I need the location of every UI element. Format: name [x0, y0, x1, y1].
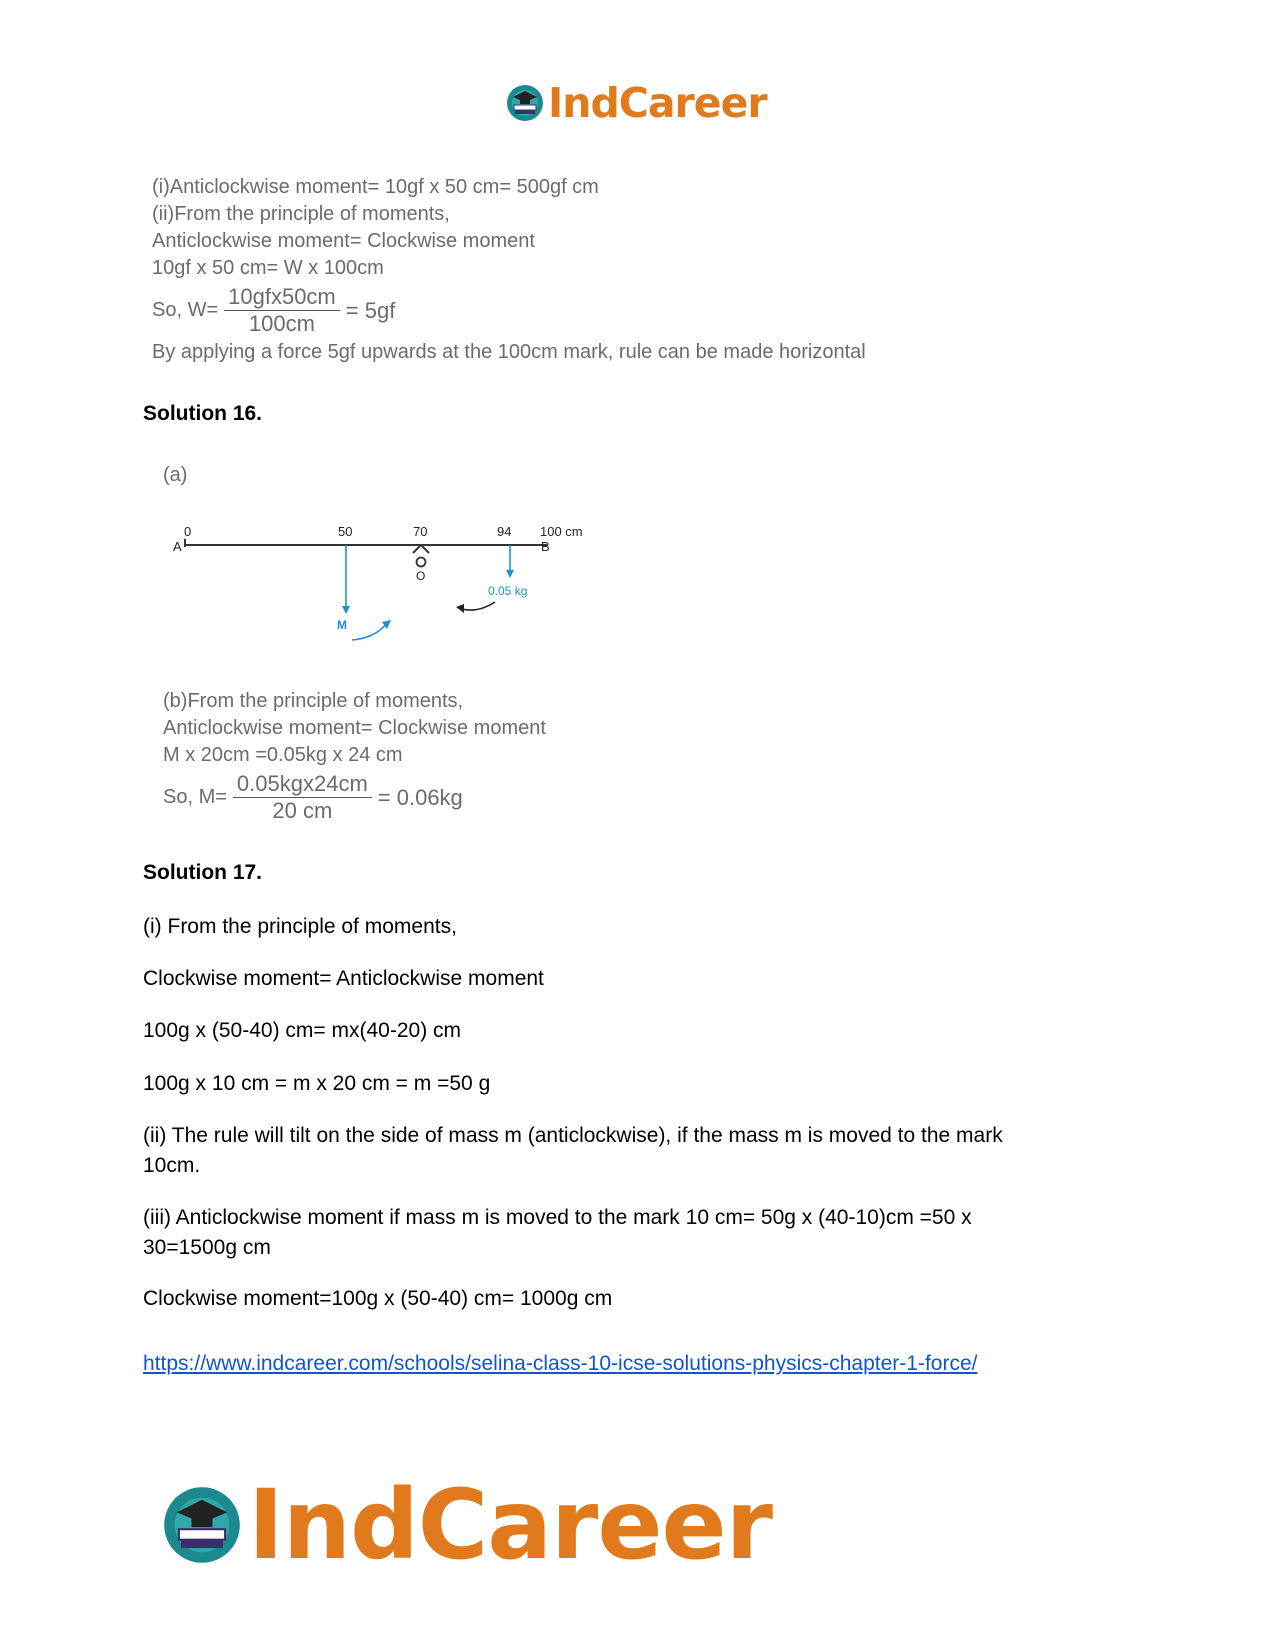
text-line: Anticlockwise moment= Clockwise moment: [152, 230, 535, 252]
mass-label: 0.05 kg: [488, 584, 528, 598]
fulcrum-point: [417, 558, 426, 567]
paragraph: [143, 1121, 1003, 1181]
fraction-numerator: 10gfx50cm: [224, 284, 340, 311]
mark-94-label: 94: [497, 524, 512, 539]
text-line: Anticlockwise moment= Clockwise moment: [163, 717, 546, 739]
fraction: [224, 284, 340, 337]
text-line: M x 20cm =0.05kg x 24 cm: [163, 744, 403, 766]
metre-rule-diagram: [172, 524, 612, 652]
paragraph: 100g x 10 cm = m x 20 cm = m =50 g: [143, 1072, 491, 1095]
equation-prefix: So, M=: [163, 786, 227, 808]
mark-100-label: 100 cm: [540, 524, 583, 539]
solution-16-part-b: [163, 688, 546, 824]
part-a-label: (a): [163, 464, 188, 486]
text-line: (ii)From the principle of moments,: [152, 203, 450, 225]
unknown-mass-label: M: [337, 618, 347, 632]
equation-m: [163, 771, 546, 824]
fulcrum-label: O: [416, 569, 426, 583]
indcareer-logo-bottom: [160, 1470, 772, 1580]
brand-wordmark: IndCareer: [548, 79, 767, 127]
solution-16-heading: Solution 16.: [143, 402, 263, 425]
text-line: 10cm.: [143, 1154, 201, 1177]
end-a-label: A: [173, 539, 182, 554]
paragraph: [143, 1203, 972, 1263]
paragraph: Clockwise moment=100g x (50-40) cm= 1000g cm: [143, 1287, 613, 1310]
mark-50-label: 50: [338, 524, 353, 539]
indcareer-logo-top: [505, 78, 767, 128]
text-line: (ii) The rule will tilt on the side of mass m (anticlockwise), if the mass m is moved to the mark: [143, 1124, 1003, 1147]
equation-prefix: So, W=: [152, 299, 219, 321]
fraction-denominator: 100cm: [248, 311, 315, 336]
text-line: (i)Anticlockwise moment= 10gf x 50 cm= 500gf cm: [152, 176, 599, 198]
fraction: [233, 771, 372, 824]
text-line: 10gf x 50 cm= W x 100cm: [152, 257, 384, 279]
text-line: (b)From the principle of moments,: [163, 690, 464, 712]
graduation-cap-icon: [505, 83, 545, 123]
equation-w: [152, 284, 866, 337]
graduation-cap-icon: [160, 1483, 244, 1567]
mark-70-label: 70: [413, 524, 428, 539]
paragraph: Clockwise moment= Anticlockwise moment: [143, 967, 544, 990]
anticlockwise-moment-arrow: [462, 602, 495, 610]
solution-15-continued: [152, 174, 866, 366]
text-line: 30=1500g cm: [143, 1236, 271, 1259]
text-line: By applying a force 5gf upwards at the 100cm mark, rule can be made horizontal: [152, 341, 866, 363]
fulcrum-wedge: [413, 545, 429, 553]
equation-result: = 0.06kg: [377, 785, 463, 810]
brand-wordmark: IndCareer: [248, 1469, 772, 1581]
fraction-numerator: 0.05kgx24cm: [233, 771, 372, 798]
clockwise-moment-arrow: [352, 624, 386, 640]
fraction-denominator: 20 cm: [272, 798, 333, 823]
paragraph: (i) From the principle of moments,: [143, 915, 457, 938]
solution-17-heading: Solution 17.: [143, 861, 263, 884]
text-line: (iii) Anticlockwise moment if mass m is moved to the mark 10 cm= 50g x (40-10)cm =50 x: [143, 1206, 972, 1229]
source-link[interactable]: https://www.indcareer.com/schools/selina-class-10-icse-solutions-physics-chapter-1-force/: [143, 1352, 978, 1375]
equation-result: = 5gf: [345, 298, 396, 323]
end-b-label: B: [541, 539, 550, 554]
mark-0-label: 0: [184, 524, 192, 539]
paragraph: 100g x (50-40) cm= mx(40-20) cm: [143, 1019, 462, 1042]
